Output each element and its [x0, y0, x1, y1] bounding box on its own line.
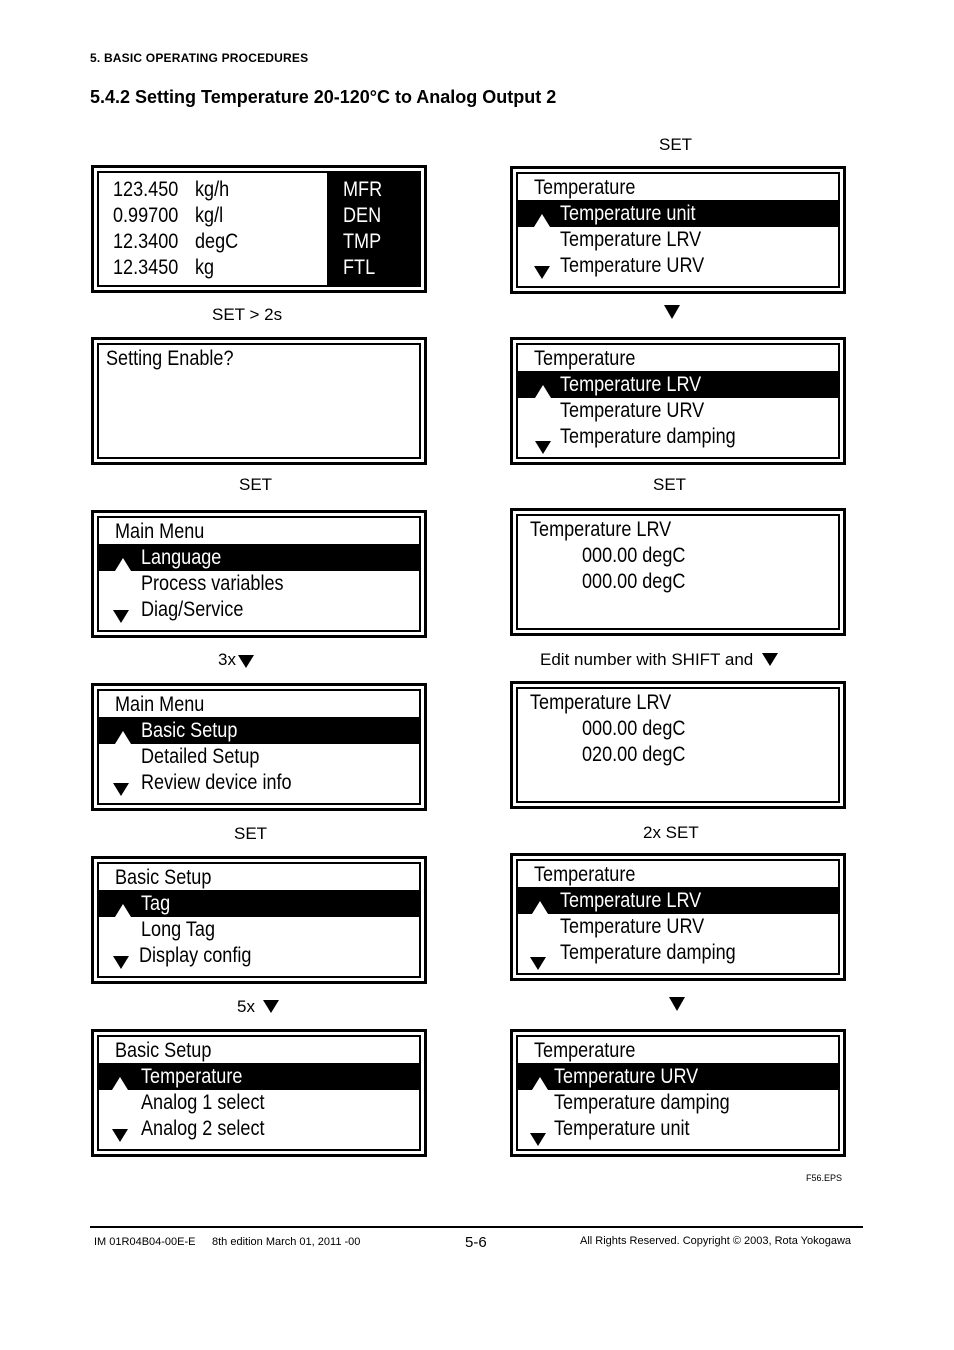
lcd-temperature-lrv-edit: [510, 508, 846, 636]
lcd-title: Main Menu: [115, 693, 205, 716]
lcd-selected: Temperature: [141, 1065, 243, 1088]
footer-divider: [90, 1226, 863, 1228]
lcd-title: Temperature LRV: [530, 518, 672, 541]
lcd-temperature-unit: [510, 166, 846, 294]
lcd-temperature-urv-menu: [510, 1029, 846, 1157]
lcd-title: Temperature: [534, 863, 636, 886]
step-label: SET: [239, 475, 273, 494]
pv-value: 0.99700: [113, 204, 179, 227]
lcd-item: Analog 2 select: [141, 1117, 265, 1140]
lcd-title: Basic Setup: [115, 1039, 212, 1062]
section-header: 5. BASIC OPERATING PROCEDURES: [90, 51, 309, 65]
step-label: SET: [659, 135, 693, 154]
lcd-selected: Temperature unit: [560, 202, 696, 225]
lcd-selected: Language: [141, 546, 222, 569]
step-label: SET: [653, 475, 687, 494]
lcd-item: Display config: [139, 944, 252, 967]
arrow-down-icon: [530, 1133, 546, 1146]
pv-code: FTL: [343, 256, 376, 279]
arrow-down-icon: [112, 1129, 128, 1142]
lcd-value: 000.00 degC: [582, 717, 686, 740]
arrow-down-icon: [113, 956, 129, 969]
pv-unit: degC: [195, 230, 239, 253]
arrow-down-icon: [530, 957, 546, 970]
arrow-up-icon: [535, 385, 551, 398]
lcd-selected: Tag: [141, 892, 171, 915]
lcd-item: Temperature LRV: [560, 228, 702, 251]
arrow-up-icon: [532, 1077, 548, 1090]
arrow-up-icon: [532, 901, 548, 914]
lcd-value: 000.00 degC: [582, 544, 686, 567]
step-arrow: [669, 997, 685, 1015]
arrow-up-icon: [115, 904, 131, 917]
lcd-item: Process variables: [141, 572, 284, 595]
lcd-selected: Temperature LRV: [560, 373, 702, 396]
pv-value: 12.3400: [113, 230, 179, 253]
lcd-item: Temperature URV: [560, 915, 705, 938]
lcd-main-menu-language: [91, 510, 427, 638]
lcd-selected: Temperature URV: [554, 1065, 699, 1088]
arrow-down-icon: [664, 305, 680, 319]
arrow-down-icon: [113, 610, 129, 623]
arrow-up-icon: [534, 214, 550, 227]
step-arrow: [664, 305, 680, 323]
arrow-up-icon: [115, 558, 131, 571]
arrow-down-icon: [263, 1000, 279, 1013]
lcd-temperature-lrv-menu-2: [510, 853, 846, 981]
lcd-value: 020.00 degC: [582, 743, 686, 766]
step-label: SET: [234, 824, 268, 843]
footer-copyright: All Rights Reserved. Copyright © 2003, Rota Yokogawa: [580, 1235, 852, 1247]
arrow-up-icon: [115, 731, 131, 744]
lcd-title: Temperature: [534, 1039, 636, 1062]
pv-value: 123.450: [113, 178, 179, 201]
figure-ref: F56.EPS: [806, 1173, 843, 1183]
page-number: 5-6: [465, 1234, 487, 1251]
lcd-title: Basic Setup: [115, 866, 212, 889]
lcd-title: Temperature: [534, 176, 636, 199]
arrow-down-icon: [534, 266, 550, 279]
pv-code: DEN: [343, 204, 382, 227]
lcd-selected: Basic Setup: [141, 719, 238, 742]
lcd-item: Diag/Service: [141, 598, 244, 621]
lcd-item: Review device info: [141, 771, 292, 794]
pv-unit: kg: [195, 256, 215, 279]
lcd-selected: Temperature LRV: [560, 889, 702, 912]
lcd-item: Temperature URV: [560, 399, 705, 422]
arrow-down-icon: [669, 997, 685, 1011]
arrow-up-icon: [112, 1077, 128, 1090]
lcd-item: Analog 1 select: [141, 1091, 265, 1114]
footer-edition: 8th edition March 01, 2011 -00: [212, 1236, 361, 1248]
lcd-temperature-lrv-edited: [510, 681, 846, 809]
lcd-setting-enable: [91, 337, 427, 465]
lcd-item: Temperature damping: [560, 425, 736, 448]
lcd-item: Temperature URV: [560, 254, 705, 277]
lcd-item: Detailed Setup: [141, 745, 260, 768]
lcd-title: Temperature LRV: [530, 691, 672, 714]
lcd-item: Long Tag: [141, 918, 215, 941]
lcd-value: 000.00 degC: [582, 570, 686, 593]
pv-value: 12.3450: [113, 256, 179, 279]
footer-doc-id: IM 01R04B04-00E-E: [94, 1236, 196, 1248]
arrow-down-icon: [113, 783, 129, 796]
pv-unit: kg/l: [195, 204, 224, 227]
lcd-process-values: [91, 165, 427, 293]
lcd-basic-setup-tag: [91, 856, 427, 984]
step-label: Edit number with SHIFT and: [540, 650, 778, 670]
lcd-item: Temperature damping: [560, 941, 736, 964]
pv-unit: kg/h: [195, 178, 230, 201]
lcd-temperature-lrv-menu: [510, 337, 846, 465]
lcd-title: Temperature: [534, 347, 636, 370]
step-label: 5x: [237, 997, 279, 1017]
lcd-item: Temperature damping: [554, 1091, 730, 1114]
step-label: 3x: [218, 650, 254, 670]
step-label: 2x SET: [643, 823, 699, 842]
arrow-down-icon: [238, 655, 254, 668]
pv-code: MFR: [343, 178, 383, 201]
lcd-line: Setting Enable?: [106, 347, 234, 370]
lcd-basic-setup-temperature: [91, 1029, 427, 1157]
lcd-main-menu-basic-setup: [91, 683, 427, 811]
lcd-title: Main Menu: [115, 520, 205, 543]
arrow-down-icon: [535, 441, 551, 454]
arrow-down-icon: [762, 653, 778, 666]
lcd-item: Temperature unit: [554, 1117, 690, 1140]
step-label: SET > 2s: [212, 305, 283, 324]
pv-code: TMP: [343, 230, 382, 253]
page-title: 5.4.2 Setting Temperature 20-120°C to Analog Output 2: [90, 87, 557, 107]
